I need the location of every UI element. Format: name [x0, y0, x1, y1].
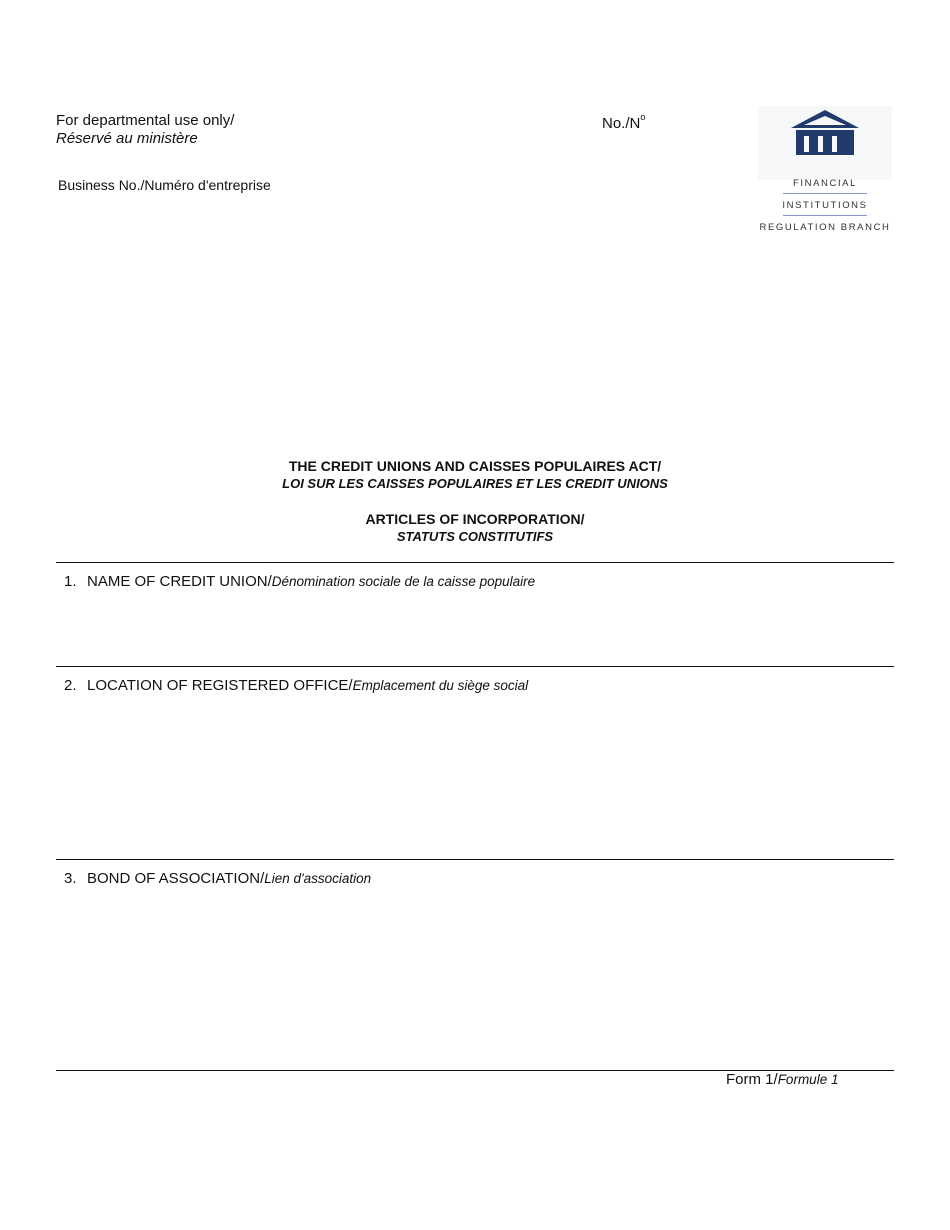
section-heading-location	[64, 677, 528, 694]
act-title-en: THE CREDIT UNIONS AND CAISSES POPULAIRES ACT/	[288, 458, 662, 474]
section-label-en: BOND OF ASSOCIATION/	[87, 870, 265, 887]
departmental-use-fr: Réservé au ministère	[56, 130, 198, 147]
logo-divider	[783, 215, 867, 216]
branch-logo	[755, 106, 895, 234]
departmental-use-en: For departmental use only/	[56, 112, 235, 129]
number-label-text: No./N	[602, 115, 641, 132]
logo-line-institutions: INSTITUTIONS	[782, 200, 868, 211]
number-label	[602, 112, 646, 132]
section-number: 2.	[64, 677, 77, 694]
section-label-en: NAME OF CREDIT UNION/	[87, 573, 272, 590]
section-number: 3.	[64, 870, 77, 887]
form-number-fr: Formule 1	[777, 1072, 839, 1087]
section-divider	[56, 859, 894, 860]
section-heading-bond	[64, 870, 371, 887]
number-label-superscript: o	[640, 112, 646, 122]
section-number: 1.	[64, 573, 77, 590]
section-divider	[56, 562, 894, 563]
section-label-en: LOCATION OF REGISTERED OFFICE/	[87, 677, 353, 694]
logo-line-financial: FINANCIAL	[792, 178, 858, 189]
section-label-fr: Dénomination sociale de la caisse populaire	[271, 574, 536, 589]
departmental-use-label	[56, 112, 234, 148]
form-number	[726, 1071, 838, 1088]
building-icon	[788, 108, 862, 158]
act-title-fr: LOI SUR LES CAISSES POPULAIRES ET LES CREDIT UNIONS	[282, 476, 668, 491]
business-number-label: Business No./Numéro d'entreprise	[58, 177, 271, 193]
section-heading-name	[64, 573, 535, 590]
articles-title-en: ARTICLES OF INCORPORATION/	[365, 511, 585, 527]
logo-divider	[783, 193, 867, 194]
form-number-en: Form 1/	[726, 1071, 778, 1088]
section-label-fr: Lien d'association	[264, 871, 372, 886]
logo-line-regulation-branch: REGULATION BRANCH	[759, 222, 891, 233]
section-label-fr: Emplacement du siège social	[352, 678, 529, 693]
articles-title-fr: STATUTS CONSTITUTIFS	[396, 529, 554, 544]
section-divider	[56, 666, 894, 667]
